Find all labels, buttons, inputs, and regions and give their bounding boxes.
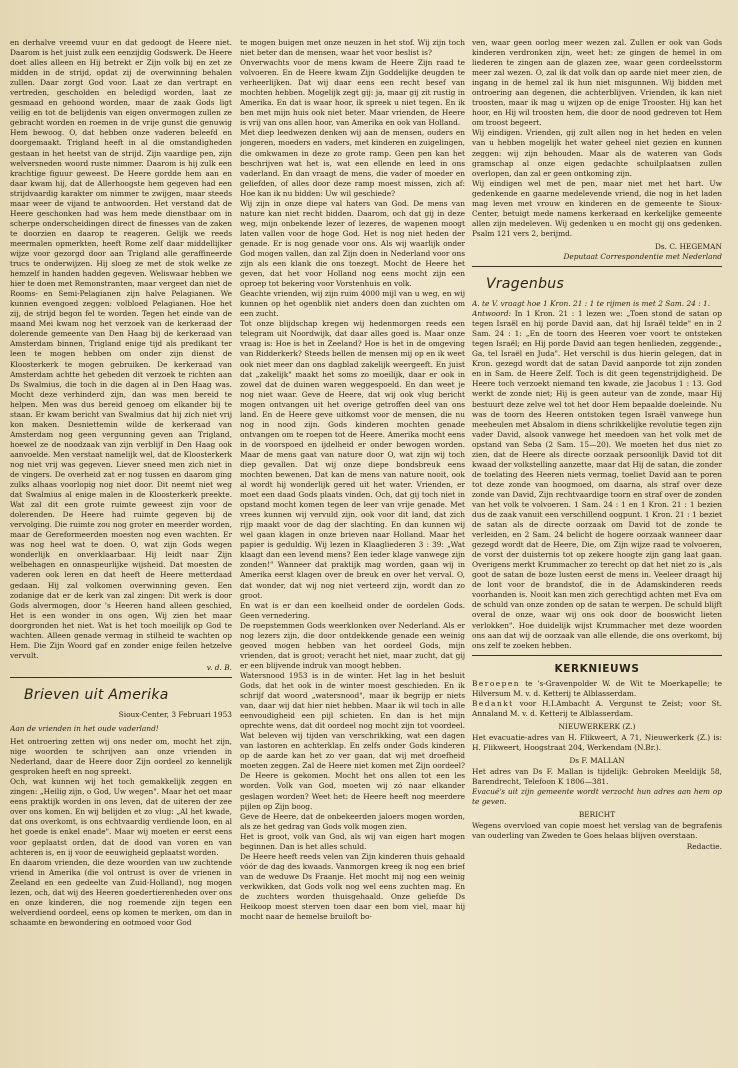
kerknieuws-title: KERKNIEUWS — [554, 662, 640, 675]
nieuwerkerk-heading: NIEUWERKERK (Z.) — [558, 721, 636, 731]
letter-paragraph: Och, wat kunnen wij het toch gemakkelijk zeggen en zingen: „Heilig zijn, o God, Uw wegen". Maar het oet maar eens praktijk worden in ons leven, dat de uiteren der zee over ons komen. En wij belijden et zo vlug: „Al het kwade, dat ons overkomt, is ons echtvaardig verdiende loon, en al het goede is enkel enade". Maar wij moeten er eerst eens voor geplaatst orden, dat de dood van voren en van achteren is, en ij voor de eeuwigheid geplaatst worden. — [10, 777, 232, 857]
mallan-text: Het adres van Ds F. Mallan is tijdelijk: Gebroken Meeldijk 58, Barendrecht, Telefoon K 1806—381. — [472, 767, 722, 787]
letter-paragraph: te mogen buigen met onze neuzen in het stof. Wij zijn toch niet beter dan de mensen, waar het voor beslist is? — [240, 38, 465, 58]
letter-paragraph: Het ontroering zetten wij ons neder om, mocht het zijn, nige woorden te schrijven aan onze vrienden in Nederland, daar de Heere door Zijn oordeel zo kennelijk gesproken heeft en nog spreekt. — [10, 737, 232, 777]
brieven-title: Brieven uit Amerika — [24, 686, 169, 703]
column-1 — [10, 38, 232, 928]
vragenbus-answer: Antwoord: In 1 Kron. 21 : 1 lezen we: „Toen stond de satan op tegen Israël en hij porde David aan, dat hij Israël telde" en in 2 Sam. 24 : 1: „En de toorn des Heeren voer voort te ontsteken tegen Israël; en Hij porde David aan tegen henlieden, zeggende:„ Ga, tel Israël en Juda". Het verschil is dus hierin gelegen, dat in Kron. gezegd wordt dat de satan David aanporde tot zijn zonden en in Sam. de Heere Zelf. Toch is dit geen tegenstrijdigheid. De Heere toch verzoekt niemand ten kwade, zie Jacobus 1 : 13. God werkt de zonde niet; Hij is geen auteur van de zonde, maar Hij bestuurt deze zelve wel tot het door Hem bepaalde doeleinde. Nu was de toorn des Heeren ontstoken tegen Israël vanwege hun meeheulen met Absalom in diens schrikkelijke revolutie tegen zijn vader David, alsook vanwege het meedoen van het volk met de opstand van Seba (2 Sam. 15—20). We moeten het dus niet zo zien, dat de Heere als directe oorzaak persoonlijk David tot dit kwaad der volkstelling aanzette, maar dat Hij de satan, die zonder de toelating des Heeren niets vermag, toeliet David aan te poren tot deze zonde van hoogmoed, om daarna, als straf over deze zonde van David, Zijn rechtvaardige toorn en straf over de zonden van het volk te volvoeren. 1 Sam. 24 : 1 en 1 Kron. 21 : 1 bezien dus de zaak vanuit een verschillend oogpunt. 1 Kron. 21 : 1 beziet de satan als de directe oorzaak om David tot de zonde te verleiden, en 2 Sam. 24 belicht de hogere oorzaak wanneer daar gezegd wordt dat de Heere, Die, om Zijn wijze raad te volvoeren, de vorst der duisternis tot op zekere hoogte zijn gang laat gaan. Overigens merkt Krummacher zo terecht op dat het niet zo is „als goot de satan de boze lusten eerst de mens in. Veeleer draagt hij de lont voor de brandstof, die in de Adamskinderen reeds voorhanden is. Nooit kan men zich gerechtigd achten met Eva om de schuld van onze zonden op de satan te werpen. De schuld blijft overal de onze, waar wij ons ook door de booswicht lieten verlokken". Hoe duidelijk wijst Krummacher met deze woorden ons aan dat wij de oorzaak van alle ellende, die ons overkomt, bij ons zelf te zoeken hebben. — [472, 309, 722, 650]
letter-paragraph: Wij eindigen. Vrienden, gij zult allen nog in het heden en velen van u hebben mogelijk het water geheel niet gezien en kunnen zeggen: wij zijn behouden. Maar als de wateren van Gods gramschap al onze eigen gedachte schuilplaatsen zullen overlopen, dan zal er geen ontkoming zijn. — [472, 128, 722, 178]
section-divider — [472, 655, 722, 656]
letter-paragraph: Tot onze blijdschap kregen wij hedenmorgen reeds een telegram uit Noordwijk, dat daar alles goed is. Maar onze vraag is: Hoe is het in Zeeland? Hoe is het in de omgeving van Ridderkerk? Steeds bellen de mensen mij op en ik weet ook niet meer dan ons dagblad zakelijk weergeeft. En juist dat „zakelijk" maakt het soms zo moeilijk, daar er ook in zowel dat de duinen waren weggespoeld. En dan weet je nog niet waar. Geve de Heere, dat wij ook vlug bericht mogen ontvangen uit het overige getroffen deel van ons land. En de Heere geve uitkomst voor de mensen, die nu nog in nood zijn. Gods kinderen mochten genade ontvangen om te roepen tot de Heere. Amerika mocht eens in de voorspoed en ijdelheid er onder bewogen worden. Maar de mens gaat van nature door O, wat zijn wij toch diep gevallen. Dat wij onze diepe bondsbreuk eens mochten bewenen. Dat kan de mens van nature nooit, ook al wordt hij wonderlijk gered uit het water. Vrienden, er moet een daad Gods plaats vinden. Och, dat gij toch niet in opstand mocht komen tegen de leer van vrije genade. Met vrees kunnen wij vervuld zijn, ook voor dit land, dat zich rijp maakt voor de dag der slachting. En dan kunnen wij wel gaan klagen in onze brieven naar Holland. Maar het papier is geduldig. Wij lezen in Klaagliederen 3 : 39: „Wat klaagt dan een levend mens? Een ieder klage vanwege zijn zonden!" Wanneer dat praktijk mag worden, gaan wij in Amerika eerst klagen over de breuk en over het verval. O, dat wonder, dat wij nog niet verteerd zijn, wordt dan zo groot. — [240, 319, 465, 600]
letter-paragraph: En wat is er dan een koelheid onder de oordelen Gods. Geen vernedering. — [240, 600, 465, 620]
nieuwerkerk-text: Het evacuatie-adres van H. Flikweert, A 71, Nieuwerkerk (Z.) is: H. Flikweert, Hoogstraat 204, Werkendam (N.Br.). — [472, 732, 722, 752]
letter-paragraph: De roepstemmen Gods weerklonken over Nederland. Als er nog lezers zijn, die door ontdekkende genade een weinig geoved mogen hebben van het oordeel Gods, mijn vrienden, dat is groot; veracht het niet, maar zucht, dat gij er een blijvende indruk van moogt hebben. — [240, 620, 465, 670]
letter-paragraph: Het is groot, volk van God, als wij van eigen hart mogen beginnen. Dan is het alles schuld. — [240, 831, 465, 851]
mallan-heading: Ds F. MALLAN — [569, 756, 625, 765]
column-3 — [472, 38, 722, 852]
letter-paragraph: De Heere heeft reeds velen van Zijn kinderen thuis gehaald vóór de dag des kwaads. Vanmorgen kreeg ik nog een brief van de weduwe Ds Fraanje. Het mocht mij nog een weinig verkwikken, dat Gods volk nog wel eens zuchten mag. En de zuchters worden thuisgehaald. Onze geliefde Ds Heikoop moest sterven toen daar een bom viel, maar hij mocht naar de hemelse bruiloft bo- — [240, 851, 465, 922]
letter-paragraph: Onverwachts voor de mens kwam de Heere Zijn raad te volvoeren. En de Heere kwam Zijn Goddelijke deugden te verheerlijken. Dat wij daar eens een recht besef van mochten hebben. Mogelijk zegt gij: ja, maar gij zit rustig in Amerika. En dat is waar hoor, ik spreek u niet tegen. En ik ben met mijn huis ook niet beter. Maar vrienden, de Heere is vrij van ons allen hoor, van Amerika en ook van Holland. — [240, 58, 465, 128]
signature-name: Ds. C. HEGEMAN — [654, 241, 722, 251]
bericht-signature: Redactie. — [686, 842, 722, 852]
vragenbus-title: Vragenbus — [486, 276, 565, 293]
letter-paragraph: Geachte vrienden, wij zijn ruim 4000 mijl van u weg, en wij kunnen op het ogenblik niet anders doen dan zuchten om een zucht. — [240, 289, 465, 319]
signature-initials: v. d. B. — [206, 662, 232, 672]
letter-paragraph: Watersnood 1953 is in de winter. Het lag in het besluit Gods, dat het ook in de winter moest geschieden. En ik schrijf dat woord „watersnood", maar ik begrijp er niets van, daar wij dat hier niet hebben. Maar ik wil toch in alle eenvoudigheid een pijl schieten. En dan is het mijn oprechte wens, dat dit oordeel nog mocht zijn tot voordeel. Wat beleven wij tijden van verschrikking, wat een dagen van lastoren en achterklap. En zelfs onder Gods kinderen op de aarde kan het zo ver gaan, dat wij met droefheid moeten zeggen. Zal de Heere niet komen met Zijn oordeel? De Heere is gekomen. Mocht het ons allen tot een les worden. Volk van God, moeten wij zó naar elkander geslagen worden? Weet het: de Heere heeft nog meerdere pijlen op Zijn boog. — [240, 670, 465, 811]
bericht-heading: BERICHT — [578, 810, 616, 820]
signature-title: Deputaat Correspondentie met Nederland — [563, 251, 722, 261]
mallan-note: Evacué's uit zijn gemeente wordt verzocht hun adres aan hem op te geven. — [472, 787, 722, 807]
vragenbus-question: A. te V. vraagt hoe 1 Kron. 21 : 1 te rijmen is met 2 Sam. 24 : 1. — [472, 299, 711, 309]
bericht-text: Wegens overvloed van copie moest het verslag van de begrafenis van ouderling van Zweden te Goes helaas blijven overstaan. — [472, 821, 722, 841]
section-divider — [472, 266, 722, 267]
letter-dateline: Sioux-Center, 3 Februari 1953 — [118, 709, 232, 719]
kerknieuws-bedankt: Bedankt voor H.I.Ambacht A. Vergunst te Zeist; voor St. Annaland M. v. d. Ketterij te Alblasserdam. — [472, 698, 722, 718]
article-signature — [10, 663, 232, 673]
letter-salutation: Aan de vrienden in het oude vaderland! — [10, 724, 159, 733]
column-2 — [240, 38, 465, 922]
letter-paragraph: Wij zijn in onze diepe val haters van God. De mens van nature kan niet recht bidden. Daarom, och dat gij in deze weg, mijn onbekende lezer of lezeres, de wapenen moogt laten vallen voor de hoge God. Het is nog niet heden der genade. Er is nog genade voor ons. Als wij waarlijk onder God mogen vallen, dan zal Zijn doen in Nederland voor ons zijn als een klank die ons toezegt. Mocht de Heere het geven, dat het voor Holland nog eens mocht zijn een oproep tot bekering voor Vorstenhuis en volk. — [240, 198, 465, 289]
answer-label: Antwoord: — [472, 309, 512, 319]
letter-paragraph: Geve de Heere, dat de onbekeerden jaloers mogen worden, als ze het gedrag van Gods volk mogen zien. — [240, 811, 465, 831]
letter-paragraph: En daarom vrienden, die deze woorden van uw zuchtende vriend in Amerika (die vol ontrust is over de vrienen in Zeeland en een gedeelte van Zuid-Holland), nog mogen lezen, och, dat wij des Heeren goedertierenheden over ons en onze kinderen, die nog roemende zijn tegen een welverdiend oordeel, eens op komen te merken, om dan in schaamte en bewondering en ootmoed voor God — [10, 857, 232, 927]
letter-paragraph: ven, waar geen oorlog meer wezen zal. Zullen er ook van Gods kinderen verdronken zijn, weet het: ze gingen de hemel in om liederen te zingen aan de glazen zee, waar geen cordeelsstorm meer zal wezen. O, zal ik dat volk dan op aarde niet meer zien, de ingang in de hemel zal ik hun niet misgunnen. Wij bidden met ontroering aan degenen, die achterblijven. Vrienden, ik kan niet troosten, maar ik mag u wijzen op de enige Trooster. Hij kan het hoor, en Hij wil troosten hem, die door de nood gedreven tot Hem om troost begeert. — [472, 38, 722, 128]
letter-signature — [472, 242, 722, 262]
article-paragraph: en derhalve vreemd vuur en dat gedoogt de Heere niet. Daarom is het juist zulk een eenzijdig Godswerk. De Heere doet alles alleen en Hij betrekt er Zijn volk bij en zet ze midden in de strijd, opdat zij de overwinning behalen zullen. Daar zorgt God voor. Laat ze dan vertrapt en vertreden, gescholden en beledigd worden, laat ze gesmaad en gehoond worden, maar de zaak Gods ligt veilig en tot de belijdenis van eigen onvermogen zullen ze gebracht worden en roemen in de vrije gunst die genuwig Hem bewoog. O, dat hebben onze vaderen beleefd en doorgemaakt. Trigland heeft in al die omstandigheden gestaan in het heetst van de strijd. Zijn vaardige pen, zijn welversneden woord ruste nimmer. Daarom is hij zulk een krachtige figuur geweest. De Heere gordde hem aan en daar kwam hij, dat de Allerhoogste hem gegeven had een strijdvaardig karakter om nimmer te zwijgen, maar steeds maar weer de vijand te antwoorden. Het verstand dat de Heere geschonken had was hem mede dienstbaar om in scherpe onderscheidingen direct de finesses van de zaken te doorzien en daarop te reageren. Gelijk we reeds meermalen opmerkten, heeft Rome zelf daar middellijker wijze voor gezorgd door aan Trigland alle geraffineerde trucs te onderwijzen. Hij sloeg ze met de stok welke ze hemzelf in handen hadden gegeven. Weliswaar hebben we hier te doen met Remonstranten, maar vergeet dan niet de Rooms- en Semi-Pelagianen zijn halve Pelagianen. We kunnen evengoed zeggen: volbloed Pelagianen. Hoe het zij, de strijd begon fel te worden. Tegen het einde van de maand Mei kwam nog het verzoek van de kerkeraad der dolerende gemeente van Den Haag bij de kerkeraad van Amsterdam binnen, Trigland enige tijd als predikant ter leen te mogen hebben om onder zijn dienst de Kloosterkerk te mogen gebruiken. De kerkeraad van Amsterdam achtte het gebeden dit verzoek te richten aan Ds Swalmius, die toch in die dagen al in Den Haag was. Mocht deze verhinderd zijn, dan was men bereid te helpen. Men was dus bereid genoeg om elkander bij te staan. Er kwam bericht van Swalmius dat hij zich niet vrij kon maken. Desniettemin wilde de kerkeraad van Amsterdam nog geen vergunning geven aan Trigland, hoewel ze de noodzaak van zijn verblijf in Den Haag ook aanvoelde. Men verstaat namelijk wel, dat de Kloosterkerk nog niet vrij was gegeven. Liever sneed men zich niet in de vingers. De overheid zat er nog tussen en daarom ging zulks alhaas voorlopig nog niet door. Dit neemt niet weg dat Swalmius al enige malen in de Kloosterkerk preekte. Wat zal dit een grote ruimte geweest zijn voor de dolerenden. De Heere had ruimte gegeven bij de vervolging. Die ruimte zou nog groter en meerder worden, maar de Gereformeerden moesten nog even wachten. Er was nog heel wat te doen. O, wat zijn Gods wegen wonderlijk en onverklaarbaar. Hij leidt naar Zijn welbehagen en onnaspeurlijke wijsheid. Dat moesten de vaderen ook leren en dat heeft de Heere metterdaad gedaan. Hij zal volkomen overwinning geven. Een zodanige dat er de kerk van zal zingen: Dit werk is door Gods alvermogen, door 's Heeren hand alleen geschied, Het is een wonder in ons ogen, Wij zien het maar doorgronden het niet. Wat is het toch moeilijk op God te wachten. Alleen genade vermag in stilheid te wachten op Hem. Die Zijn Woord gaf en zonder enige feilen hetzelve vervult. — [10, 38, 232, 660]
kerknieuws-beroepen: Beroepen te 's-Gravenpolder W. de Wit te Moerkapelle; te Hilversum M. v. d. Ketterij te Alblasserdam. — [472, 678, 722, 698]
section-divider — [10, 677, 232, 678]
letter-paragraph: Wij eindigen wel met de pen, maar niet met het hart. Uw gedenkende en gaarne medelevende vriend, die nog in het laden mag leven met vrouw en kinderen en de gemeente te Sioux-Center, betuigt mede namens kerkeraad en kerkelijke gemeente allen zijn medeleven. Wij gedenken u en mocht gij ons gedenken. Psalm 121 vers 2, berijmd. — [472, 178, 722, 238]
letter-paragraph: Met diep leedwezen denken wij aan de mensen, ouders en jongeren, moeders en vaders, met kinderen en zuigelingen, die omkwamen in deze zo grote ramp. Geen pen kan het beschrijven wat het is, wat een ellende en leed in ons vaderland. En dan vraagt de mens, die vader of moeder en geliefden, of alles door deze ramp moest missen, zich af: Hoe kan ik nu bidden: Uw wil geschiede? — [240, 128, 465, 198]
